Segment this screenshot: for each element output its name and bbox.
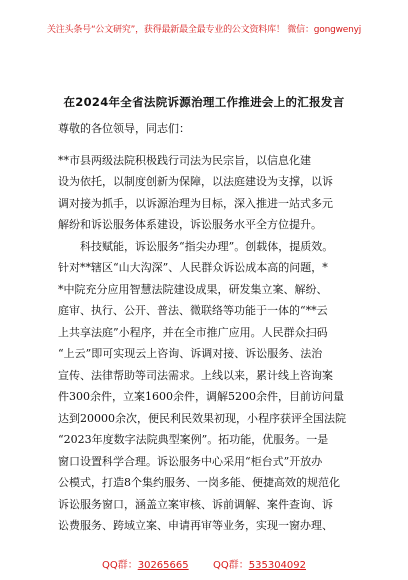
body-line: “上云”即可实现云上咨询、诉调对接、诉讼服务、法治 (58, 347, 323, 360)
body-line: 达到20000余次，便民利民效果初现，小程序获评全国法院 (58, 411, 346, 425)
body-line: 件300余件，立案1600余件，调解5200余件，目前访问量 (58, 390, 344, 403)
qq-group-1-number[interactable]: 30265665 (137, 560, 189, 571)
qq-group-2-label: QQ群： (213, 560, 249, 571)
body-line: 调对接为抓手，以诉源治理为目标，深入推进一站式多元 (58, 196, 333, 210)
qq-group-1-label: QQ群： (101, 560, 138, 571)
body-line: *中院充分应用智慧法院建设成果，研发集立案、解纷、 (58, 282, 328, 296)
body-line: “2023年度数字法院典型案例”。拓功能，优服务。一是 (58, 433, 329, 446)
body-line: 上共享法庭”小程序，并在全市推广应用。人民群众扫码 (58, 325, 328, 339)
body-line: **市县两级法院积极践行司法为民宗旨，以信息化建 (58, 153, 311, 167)
header-banner: 关注头条号“公文研究”，获得最新最全最专业的公文资料库！ 微信：gongwenyj (46, 25, 362, 35)
body-line: 诉讼服务窗口，涵盖立案审核、诉前调解、案件查询、诉 (58, 497, 333, 511)
document-body (58, 118, 358, 537)
document-title: 在2024年全省法院诉源治理工作推进会上的汇报发言 (63, 95, 345, 109)
body-line: 针对**辖区“山大沟深”、人民群众诉讼成本高的问题，* (58, 261, 328, 274)
body-line: 公模式，打造8个集约服务、一岗多能、便捷高效的规范化 (58, 476, 340, 489)
body-line (58, 140, 358, 150)
body-line: 庭审、执行、公开、普法、微联络等功能于一体的“**云 (58, 304, 328, 317)
body-line: 宣传、法律帮助等司法需求。上线以来，累计线上咨询案 (58, 368, 333, 382)
body-line: 科技赋能，诉讼服务“指尖办理”。创载体，提质效。 (58, 239, 334, 253)
body-line: 窗口设置科学合理。诉讼服务中心采用“柜台式”开放办 (58, 454, 323, 468)
body-line: 讼费服务、跨域立案、申请再审等业务，实现一窗办理、 (58, 519, 333, 532)
body-line: 设为依托，以制度创新为保障，以法庭建设为支撑，以诉 (58, 175, 333, 188)
footer-qq-bar (0, 556, 408, 571)
qq-group-2-number[interactable]: 535304092 (248, 560, 307, 571)
body-line: 解纷和诉讼服务体系建设，诉讼服务水平全方位提升。 (58, 218, 322, 231)
body-line: 尊敬的各位领导，同志们： (58, 122, 190, 135)
